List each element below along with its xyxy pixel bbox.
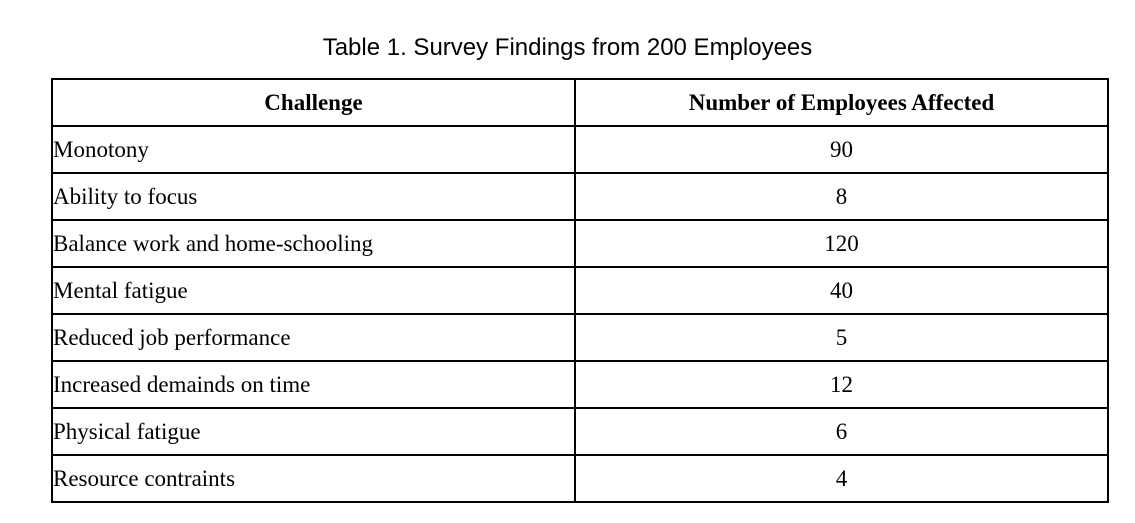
challenge-cell: Monotony (52, 126, 575, 173)
table-row (52, 220, 1108, 267)
table-row (52, 314, 1108, 361)
table-row (52, 455, 1108, 502)
column-header-challenge: Challenge (52, 79, 575, 126)
survey-findings-table (51, 78, 1109, 503)
table-header-row (52, 79, 1108, 126)
employees-affected-cell: 40 (575, 267, 1108, 314)
employees-affected-cell: 90 (575, 126, 1108, 173)
employees-affected-cell: 4 (575, 455, 1108, 502)
table-row (52, 408, 1108, 455)
table-row (52, 361, 1108, 408)
employees-affected-cell: 6 (575, 408, 1108, 455)
employees-affected-cell: 5 (575, 314, 1108, 361)
employees-affected-cell: 120 (575, 220, 1108, 267)
table-caption: Table 1. Survey Findings from 200 Employees (322, 34, 813, 61)
table-row (52, 173, 1108, 220)
challenge-cell: Ability to focus (52, 173, 575, 220)
table-row (52, 126, 1108, 173)
column-header-employees-affected: Number of Employees Affected (575, 79, 1108, 126)
challenge-cell: Mental fatigue (52, 267, 575, 314)
challenge-cell: Physical fatigue (52, 408, 575, 455)
challenge-cell: Resource contraints (52, 455, 575, 502)
employees-affected-cell: 12 (575, 361, 1108, 408)
table-row (52, 267, 1108, 314)
employees-affected-cell: 8 (575, 173, 1108, 220)
challenge-cell: Increased demainds on time (52, 361, 575, 408)
challenge-cell: Reduced job performance (52, 314, 575, 361)
challenge-cell: Balance work and home-schooling (52, 220, 575, 267)
